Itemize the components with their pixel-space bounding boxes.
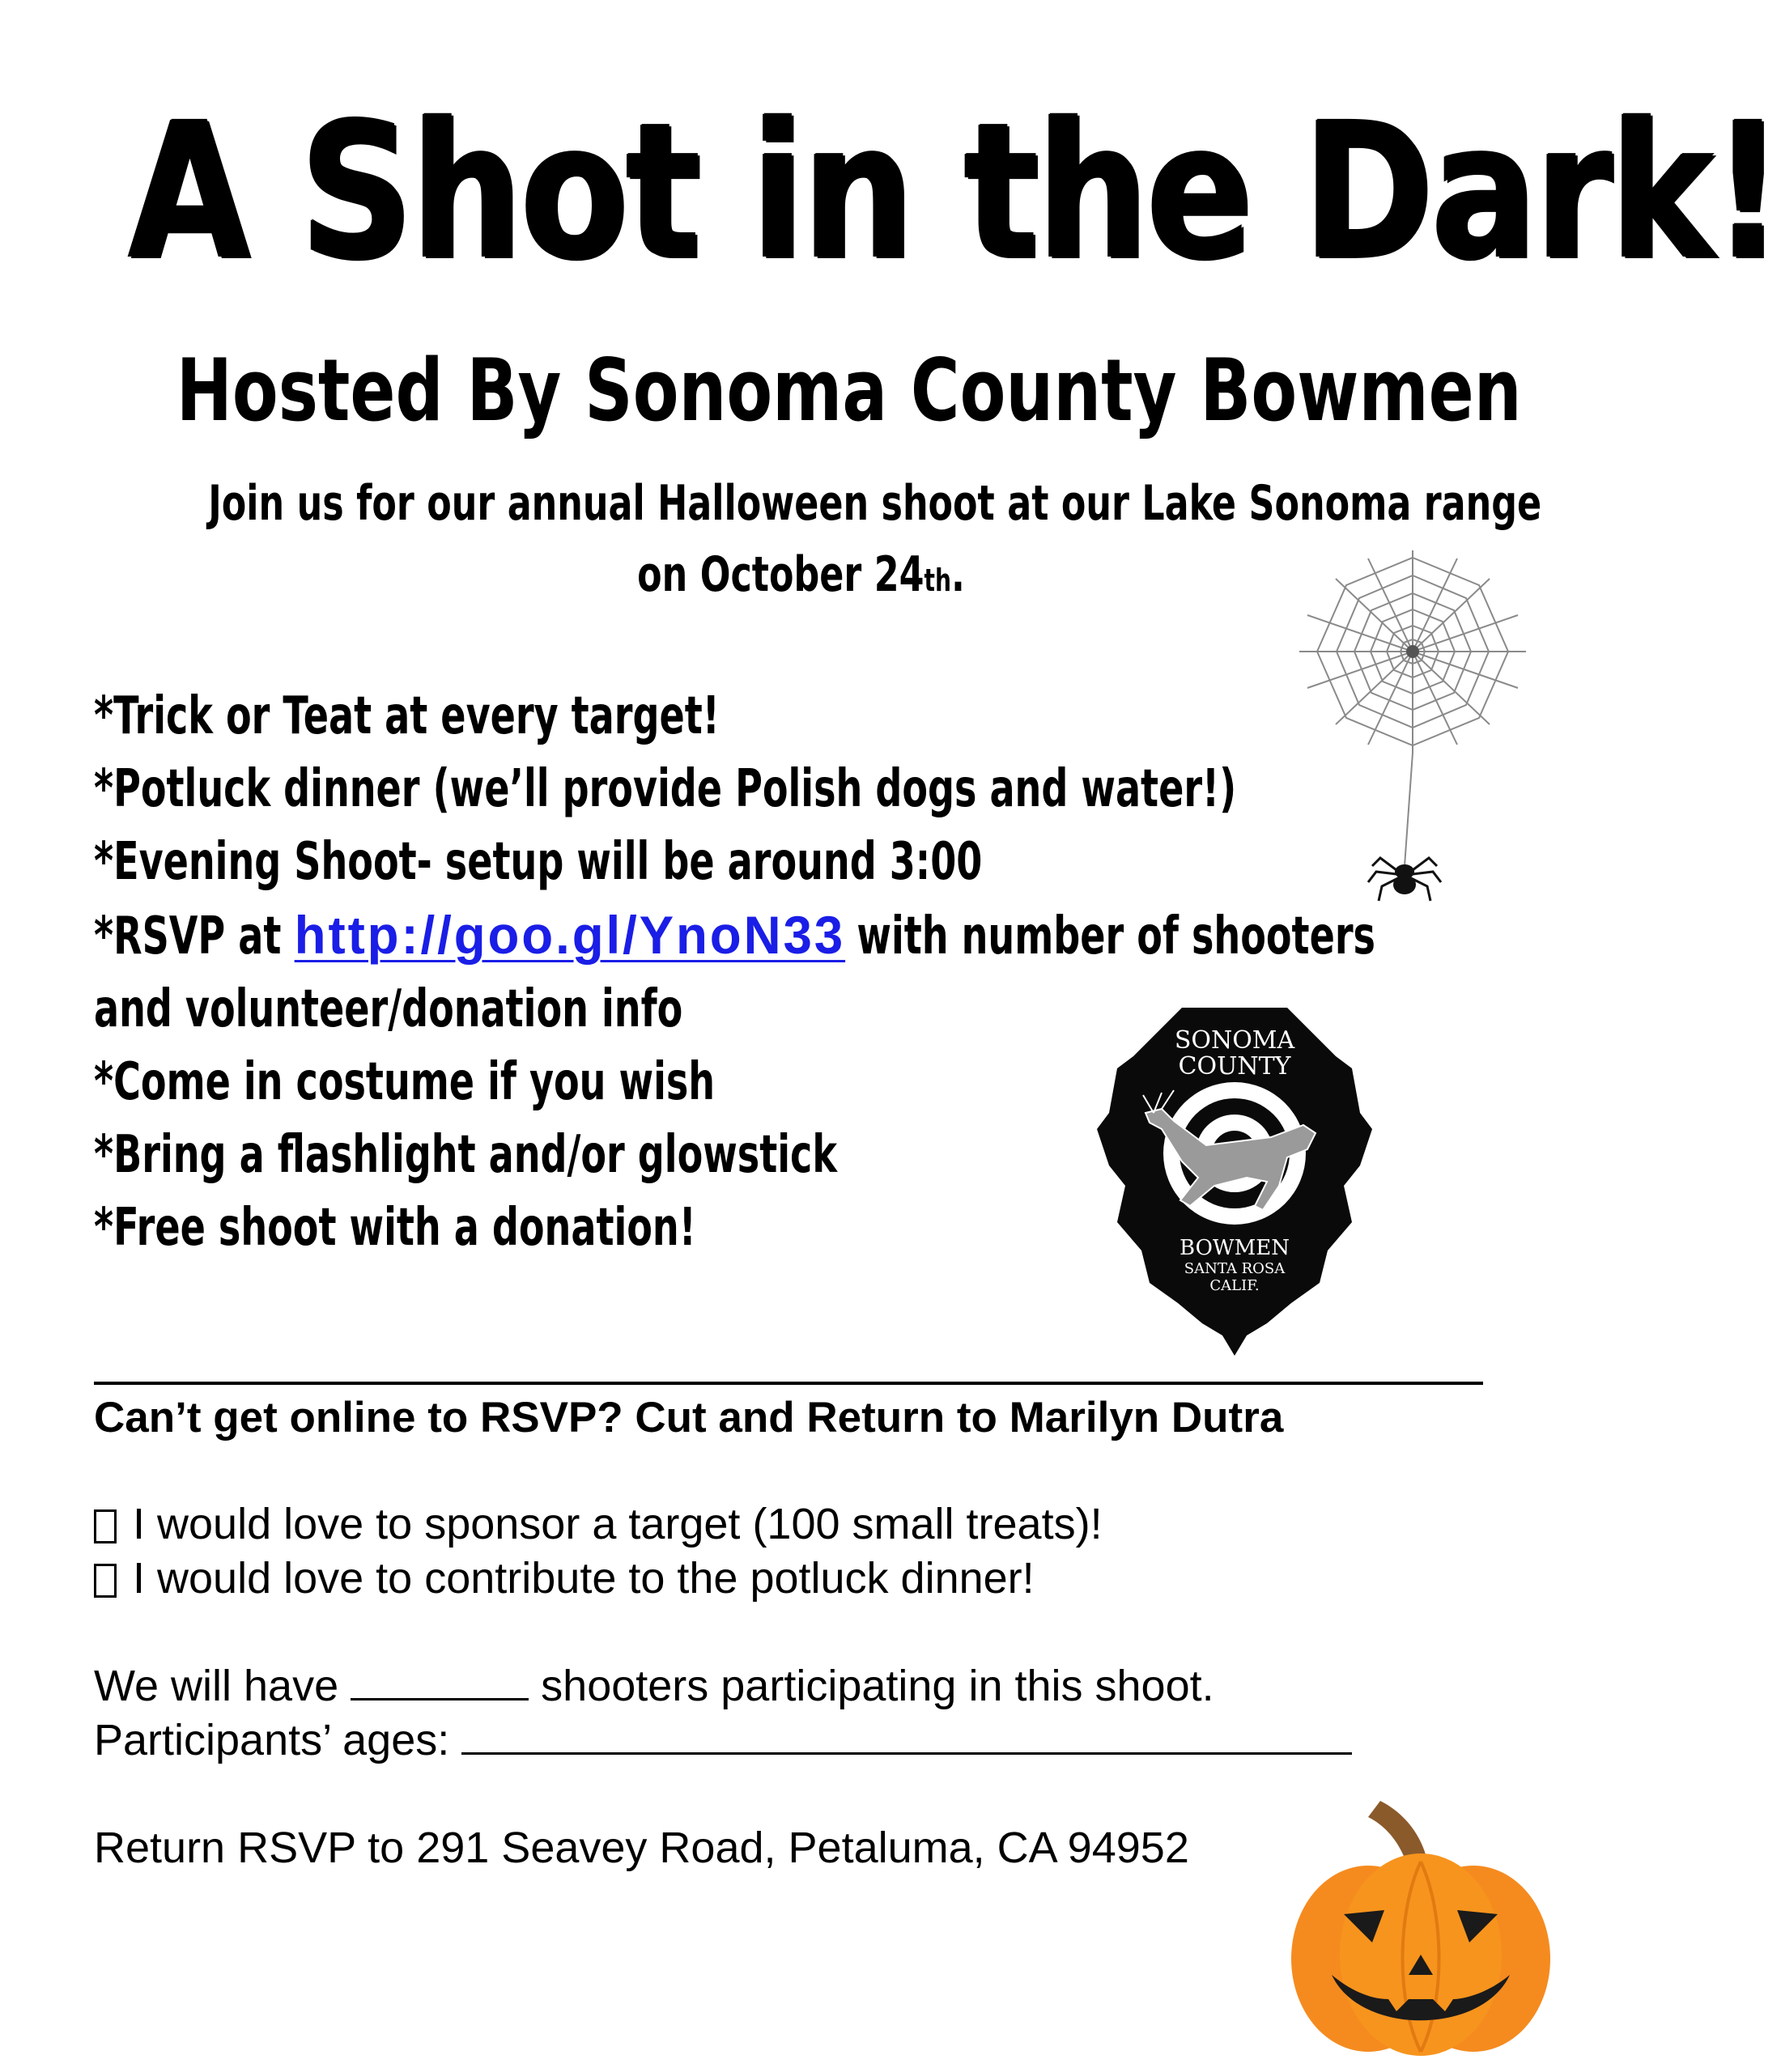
ages-label: Participants’ ages: <box>94 1716 450 1764</box>
shooters-count-line <box>94 1659 1214 1713</box>
potluck-label: I would love to contribute to the potluck dinner! <box>133 1554 1035 1603</box>
shooters-count-field[interactable] <box>351 1662 529 1700</box>
bullet-rsvp-continued: and volunteer/donation info <box>94 979 683 1039</box>
logo-bottom-line-2: SANTA ROSA <box>1184 1260 1286 1277</box>
rsvp-prefix: *RSVP at <box>94 906 295 966</box>
bullet-potluck: *Potluck dinner (we’ll provide Polish dogs and water!) <box>94 759 1237 819</box>
option-potluck <box>94 1552 1035 1605</box>
return-address: Return RSVP to 291 Seavey Road, Petaluma, CA 94952 <box>94 1824 1189 1872</box>
bullet-costume: *Come in costume if you wish <box>94 1052 716 1112</box>
rsvp-form-heading: Can’t get online to RSVP? Cut and Return to Marilyn Dutra <box>94 1394 1284 1441</box>
logo-bottom-line-3: CALIF. <box>1209 1277 1260 1294</box>
option-sponsor-target <box>94 1497 1103 1551</box>
intro-text <box>208 468 1542 616</box>
pumpkin-icon <box>1287 1793 1554 2060</box>
logo-bottom-line-1: BOWMEN <box>1180 1236 1290 1260</box>
intro-date-suffix: th <box>924 563 951 598</box>
host-subtitle: Hosted By Sonoma County Bowmen <box>176 341 1522 440</box>
intro-line-1: Join us for our annual Halloween shoot at our Lake Sonoma range <box>208 475 1542 532</box>
ages-field[interactable] <box>461 1717 1352 1755</box>
intro-line-2 <box>208 539 1393 616</box>
bullet-evening-shoot: *Evening Shoot- setup will be around 3:00 <box>94 832 983 892</box>
bullet-flashlight: *Bring a flashlight and/or glowstick <box>94 1125 837 1185</box>
logo-top-line-2: COUNTY <box>1178 1052 1291 1081</box>
cut-line <box>94 1382 1483 1385</box>
rsvp-suffix: with number of shooters <box>856 906 1375 966</box>
club-logo-icon <box>1085 991 1384 1356</box>
sponsor-checkbox[interactable] <box>94 1509 117 1543</box>
ages-line <box>94 1713 1352 1767</box>
potluck-checkbox[interactable] <box>94 1564 117 1598</box>
logo-top-line-1: SONOMA <box>1174 1026 1295 1055</box>
shooters-prefix: We will have <box>94 1662 339 1710</box>
page-title: A Shot in the Dark! <box>128 82 1781 300</box>
intro-date: on October 24 <box>637 546 925 603</box>
sponsor-label: I would love to sponsor a target (100 small treats)! <box>133 1500 1103 1548</box>
rsvp-link[interactable]: http://goo.gl/YnoN33 <box>294 905 845 965</box>
bullet-free-shoot: *Free shoot with a donation! <box>94 1198 696 1258</box>
intro-date-end: . <box>950 546 965 603</box>
shooters-suffix: shooters participating in this shoot. <box>541 1662 1214 1710</box>
bullet-rsvp <box>94 898 1493 973</box>
spider-web-icon <box>1291 546 1534 902</box>
bullet-trick-or-treat: *Trick or Teat at every target! <box>94 686 720 746</box>
